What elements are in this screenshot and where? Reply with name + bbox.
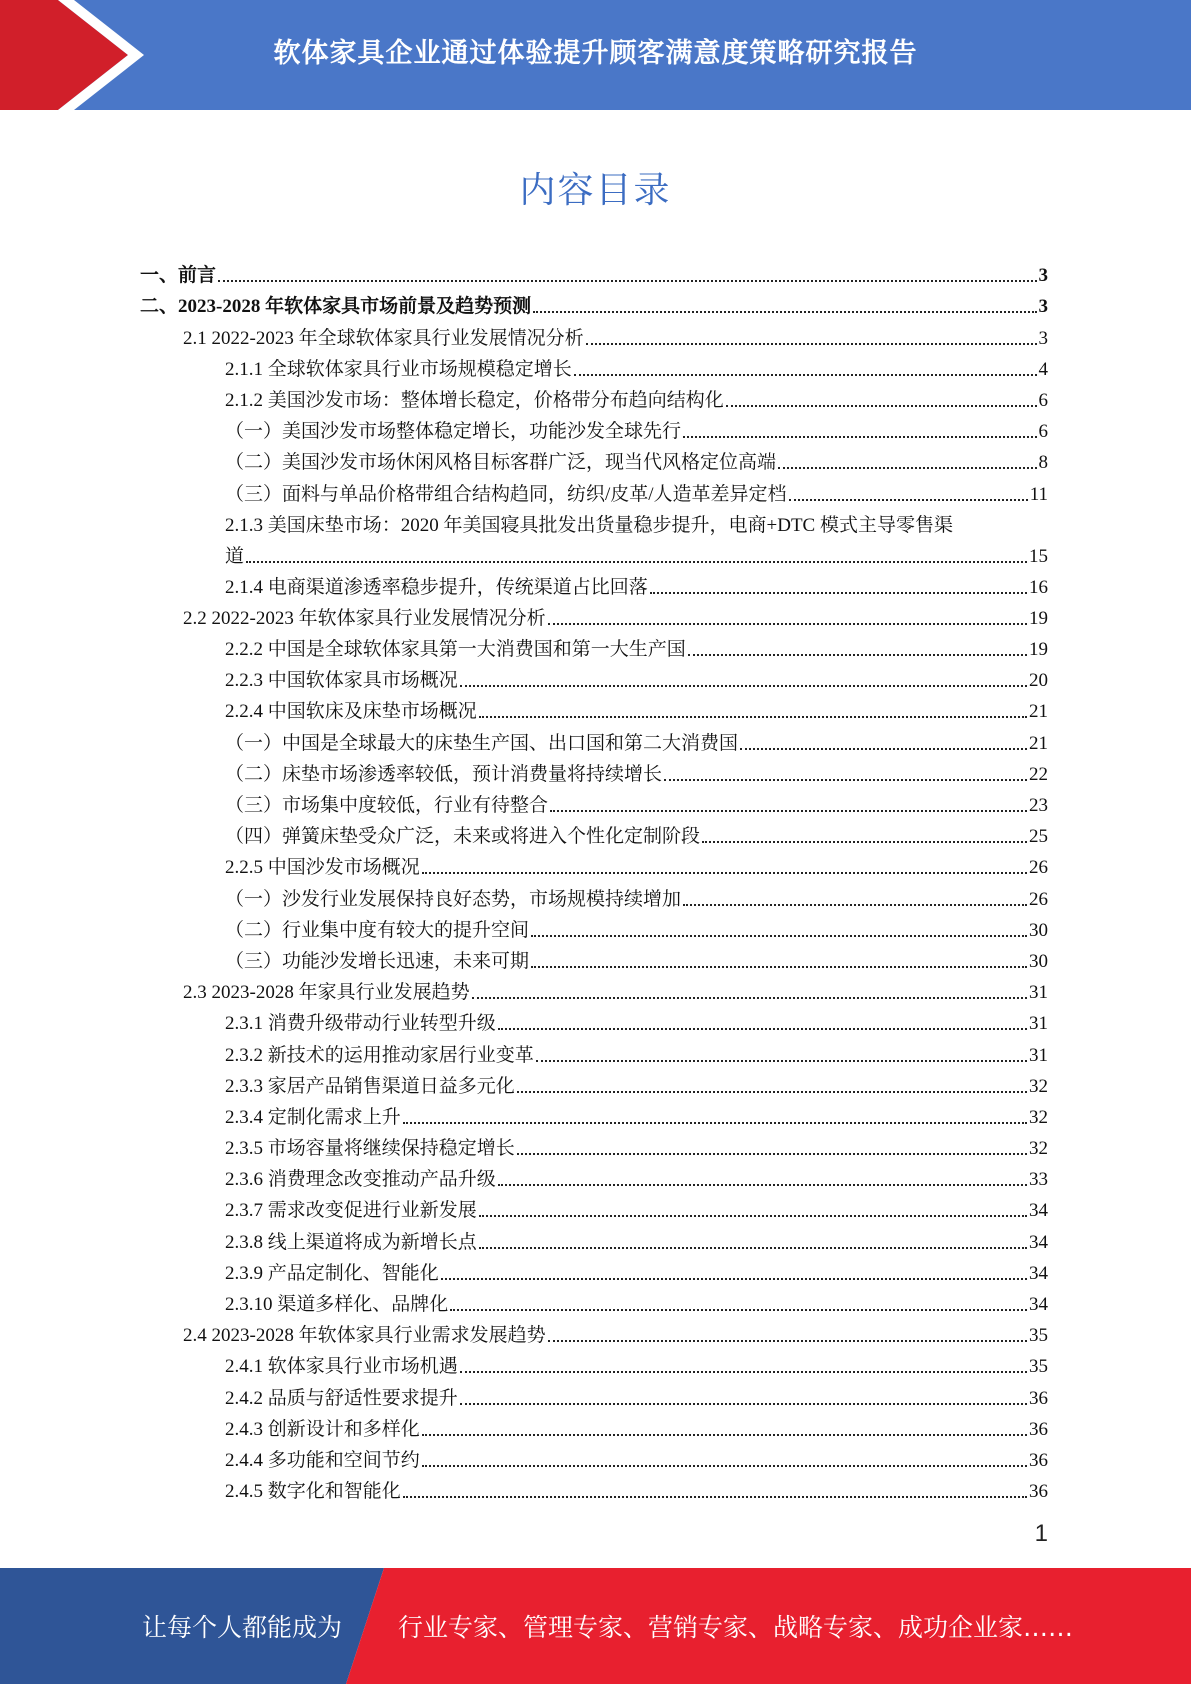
footer-slogan-left: 让每个人都能成为 <box>142 1613 343 1642</box>
toc-entry-title-continued: 道 <box>225 545 245 567</box>
toc-entry[interactable] <box>140 443 1048 474</box>
toc-leader-dots <box>517 1153 1027 1155</box>
toc-entry-page: 3 <box>1038 327 1048 349</box>
toc-leader-dots <box>479 716 1027 718</box>
toc-entry[interactable] <box>140 1067 1048 1098</box>
toc-entry-page: 25 <box>1029 826 1048 848</box>
toc-entry[interactable] <box>140 412 1048 443</box>
toc-entry[interactable] <box>140 1285 1048 1316</box>
toc-entry[interactable] <box>140 786 1048 817</box>
toc-entry-title: 2.3.1 消费升级带动行业转型升级 <box>225 1013 496 1035</box>
toc-entry[interactable] <box>140 630 1048 661</box>
toc-entry-page: 36 <box>1029 1481 1048 1503</box>
toc-entry-title: 2.3 2023-2028 年家具行业发展趋势 <box>183 982 470 1004</box>
toc-leader-dots <box>702 841 1027 843</box>
toc-entry-page: 26 <box>1029 857 1048 879</box>
toc-entry-page: 16 <box>1029 576 1048 598</box>
toc-entry[interactable] <box>140 1254 1048 1285</box>
toc-leader-dots <box>422 872 1027 874</box>
toc-leader-dots <box>422 1465 1027 1467</box>
toc-leader-dots <box>422 1434 1027 1436</box>
toc-leader-dots <box>683 436 1036 438</box>
toc-leader-dots <box>778 467 1036 469</box>
toc-entry-title: 2.1.3 美国床垫市场：2020 年美国寝具批发出货量稳步提升，电商+DTC 模式主导零售渠 <box>225 514 953 536</box>
toc-entry[interactable] <box>140 1160 1048 1191</box>
toc-entry-page: 4 <box>1038 358 1048 380</box>
toc-entry[interactable] <box>140 1222 1048 1253</box>
toc-entry-title: （二）行业集中度有较大的提升空间 <box>225 919 530 941</box>
toc-entry-title: 2.3.4 定制化需求上升 <box>225 1106 401 1128</box>
toc-entry-page: 8 <box>1038 452 1048 474</box>
toc-entry-page: 36 <box>1029 1418 1048 1440</box>
toc-entry-page: 19 <box>1029 607 1048 629</box>
chevron-arrow-icon <box>0 0 160 110</box>
toc-entry-title: （三）面料与单品价格带组合结构趋同，纺织/皮革/人造革差异定档 <box>225 483 787 505</box>
toc-entry-page: 23 <box>1029 795 1048 816</box>
toc-entry-page: 35 <box>1029 1356 1048 1378</box>
toc-leader-dots <box>460 1403 1027 1405</box>
page-number: 1 <box>1034 1520 1048 1547</box>
toc-leader-dots <box>726 405 1037 407</box>
toc-leader-dots <box>533 311 1036 313</box>
toc-entry-title: 2.2.5 中国沙发市场概况 <box>225 857 420 879</box>
toc-entry[interactable] <box>140 1098 1048 1129</box>
toc-entry[interactable] <box>140 506 1048 568</box>
toc-entry[interactable] <box>140 1410 1048 1441</box>
toc-entry-title: 2.4.3 创新设计和多样化 <box>225 1418 420 1440</box>
toc-entry-title: 一、前言 <box>140 265 217 287</box>
toc-leader-dots <box>218 280 1036 282</box>
toc-entry[interactable] <box>140 1129 1048 1160</box>
toc-entry-title: 2.3.9 产品定制化、智能化 <box>225 1262 439 1284</box>
toc-entry-title: 2.1.2 美国沙发市场：整体增长稳定，价格带分布趋向结构化 <box>225 389 724 411</box>
toc-leader-dots <box>450 1309 1027 1311</box>
toc-entry[interactable] <box>140 256 1048 287</box>
toc-entry-page: 30 <box>1029 919 1048 941</box>
toc-entry-page: 34 <box>1029 1262 1048 1284</box>
toc-leader-dots <box>441 1278 1027 1280</box>
toc-entry[interactable] <box>140 1441 1048 1472</box>
toc-entry-page: 36 <box>1029 1449 1048 1471</box>
toc-entry-title: （三）市场集中度较低，行业有待整合 <box>225 795 549 816</box>
toc-entry[interactable] <box>140 848 1048 879</box>
toc-entry-page: 34 <box>1029 1200 1048 1222</box>
toc-entry[interactable] <box>140 1316 1048 1347</box>
toc-entry-page: 30 <box>1029 950 1048 972</box>
toc-entry-page: 34 <box>1029 1231 1048 1253</box>
toc-entry-title: 2.3.7 需求改变促进行业新发展 <box>225 1200 477 1222</box>
toc-leader-dots <box>403 1122 1027 1124</box>
toc-entry[interactable] <box>140 599 1048 630</box>
toc-entry-page: 32 <box>1029 1106 1048 1128</box>
toc-leader-dots <box>789 499 1028 501</box>
toc-entry-title: （二）床垫市场渗透率较低，预计消费量将持续增长 <box>225 763 663 785</box>
toc-entry[interactable] <box>140 1378 1048 1409</box>
toc-entry-page: 36 <box>1029 1387 1048 1409</box>
toc-entry-title: 2.3.3 家居产品销售渠道日益多元化 <box>225 1075 515 1097</box>
toc-entry-title: 2.1.4 电商渠道渗透率稳步提升，传统渠道占比回落 <box>225 576 648 598</box>
toc-entry[interactable] <box>140 1035 1048 1066</box>
toc-entry-page: 35 <box>1029 1325 1048 1347</box>
table-of-contents <box>140 256 1048 1503</box>
toc-entry-page: 15 <box>1029 545 1048 567</box>
toc-entry[interactable] <box>140 474 1048 505</box>
toc-entry-title: 2.1 2022-2023 年全球软体家具行业发展情况分析 <box>183 327 584 349</box>
toc-entry-page: 20 <box>1029 670 1048 692</box>
toc-entry-title: 2.2.2 中国是全球软体家具第一大消费国和第一大生产国 <box>225 639 686 661</box>
toc-entry-title: 2.3.2 新技术的运用推动家居行业变革 <box>225 1044 534 1066</box>
toc-leader-dots <box>479 1215 1027 1217</box>
toc-entry-title: （一）沙发行业发展保持良好态势，市场规模持续增加 <box>225 888 682 910</box>
toc-leader-dots <box>517 1091 1027 1093</box>
toc-entry-page: 31 <box>1029 982 1048 1004</box>
toc-entry-page: 32 <box>1029 1138 1048 1160</box>
toc-leader-dots <box>498 1184 1027 1186</box>
toc-leader-dots <box>498 1028 1027 1030</box>
toc-entry-page: 21 <box>1029 732 1048 754</box>
toc-entry[interactable] <box>140 1347 1048 1378</box>
toc-entry-title: 2.4 2023-2028 年软体家具行业需求发展趋势 <box>183 1325 546 1347</box>
toc-entry[interactable] <box>140 287 1048 318</box>
toc-entry[interactable] <box>140 1191 1048 1222</box>
footer-slogan-right: 行业专家、管理专家、营销专家、战略专家、成功企业家…… <box>398 1613 1074 1642</box>
toc-entry-page: 31 <box>1029 1044 1048 1066</box>
toc-entry-title: 2.1.1 全球软体家具行业市场规模稳定增长 <box>225 358 572 380</box>
toc-entry-title: （一）中国是全球最大的床垫生产国、出口国和第二大消费国 <box>225 732 739 754</box>
toc-entry[interactable] <box>140 755 1048 786</box>
toc-entry[interactable] <box>140 661 1048 692</box>
toc-entry[interactable] <box>140 568 1048 599</box>
toc-entry-title: （四）弹簧床垫受众广泛，未来或将进入个性化定制阶段 <box>225 826 701 848</box>
toc-leader-dots <box>548 623 1027 625</box>
toc-entry-page: 21 <box>1029 701 1048 723</box>
toc-leader-dots <box>531 966 1027 968</box>
toc-entry[interactable] <box>140 350 1048 381</box>
toc-entry-title: 2.4.5 数字化和智能化 <box>225 1481 401 1503</box>
toc-leader-dots <box>586 343 1037 345</box>
toc-entry-title: 二、2023-2028 年软体家具市场前景及趋势预测 <box>140 296 532 318</box>
toc-entry-page: 6 <box>1038 421 1048 443</box>
toc-entry-title: 2.2.4 中国软床及床垫市场概况 <box>225 701 477 723</box>
toc-entry-title: 2.3.10 渠道多样化、品牌化 <box>225 1294 449 1315</box>
toc-entry-title: 2.3.8 线上渠道将成为新增长点 <box>225 1231 477 1253</box>
toc-entry-page: 31 <box>1029 1013 1048 1035</box>
toc-leader-dots <box>479 1247 1027 1249</box>
toc-entry[interactable] <box>140 723 1048 754</box>
toc-entry[interactable] <box>140 692 1048 723</box>
report-title: 软体家具企业通过体验提升顾客满意度策略研究报告 <box>273 37 918 69</box>
toc-entry-title: 2.3.6 消费理念改变推动产品升级 <box>225 1169 496 1191</box>
toc-entry-page: 19 <box>1029 639 1048 661</box>
toc-leader-dots <box>472 997 1027 999</box>
toc-leader-dots <box>650 592 1027 594</box>
toc-entry-title: 2.3.5 市场容量将继续保持稳定增长 <box>225 1138 515 1160</box>
toc-leader-dots <box>403 1496 1027 1498</box>
toc-entry[interactable] <box>140 942 1048 973</box>
toc-entry-title: 2.2 2022-2023 年软体家具行业发展情况分析 <box>183 607 546 629</box>
footer-banner <box>0 1568 1191 1684</box>
toc-entry[interactable] <box>140 1472 1048 1503</box>
toc-entry-title: 2.4.2 品质与舒适性要求提升 <box>225 1387 458 1409</box>
toc-entry-page: 6 <box>1038 389 1048 411</box>
toc-leader-dots <box>740 748 1027 750</box>
header-banner <box>0 0 1191 110</box>
toc-leader-dots <box>460 1371 1027 1373</box>
toc-entry-title: 2.4.4 多功能和空间节约 <box>225 1449 420 1471</box>
toc-leader-dots <box>664 779 1027 781</box>
toc-entry[interactable] <box>140 318 1048 349</box>
toc-entry-title: （三）功能沙发增长迅速，未来可期 <box>225 950 530 972</box>
toc-entry[interactable] <box>140 973 1048 1004</box>
toc-leader-dots <box>460 685 1027 687</box>
toc-entry-title: 2.2.3 中国软体家具市场概况 <box>225 670 458 692</box>
toc-entry-page: 3 <box>1038 296 1048 318</box>
toc-entry-title: 2.4.1 软体家具行业市场机遇 <box>225 1356 458 1378</box>
toc-entry[interactable] <box>140 911 1048 942</box>
toc-leader-dots <box>531 935 1027 937</box>
toc-entry-page: 22 <box>1029 763 1048 785</box>
toc-entry[interactable] <box>140 381 1048 412</box>
toc-entry-page: 32 <box>1029 1075 1048 1097</box>
toc-leader-dots <box>683 904 1027 906</box>
toc-leader-dots <box>246 561 1027 563</box>
toc-leader-dots <box>574 374 1037 376</box>
toc-entry-page: 34 <box>1029 1294 1048 1315</box>
toc-leader-dots <box>536 1060 1027 1062</box>
toc-entry[interactable] <box>140 817 1048 848</box>
toc-leader-dots <box>550 810 1027 812</box>
toc-leader-dots <box>688 654 1027 656</box>
toc-entry[interactable] <box>140 1004 1048 1035</box>
toc-entry-page: 26 <box>1029 888 1048 910</box>
toc-entry-page: 11 <box>1029 483 1048 505</box>
toc-entry-page: 33 <box>1029 1169 1048 1191</box>
toc-heading: 内容目录 <box>519 170 672 211</box>
toc-leader-dots <box>548 1340 1027 1342</box>
toc-entry-title: （二）美国沙发市场休闲风格目标客群广泛，现当代风格定位高端 <box>225 452 777 474</box>
toc-entry-page: 3 <box>1038 265 1048 287</box>
toc-entry-title: （一）美国沙发市场整体稳定增长，功能沙发全球先行 <box>225 421 682 443</box>
toc-entry[interactable] <box>140 879 1048 910</box>
